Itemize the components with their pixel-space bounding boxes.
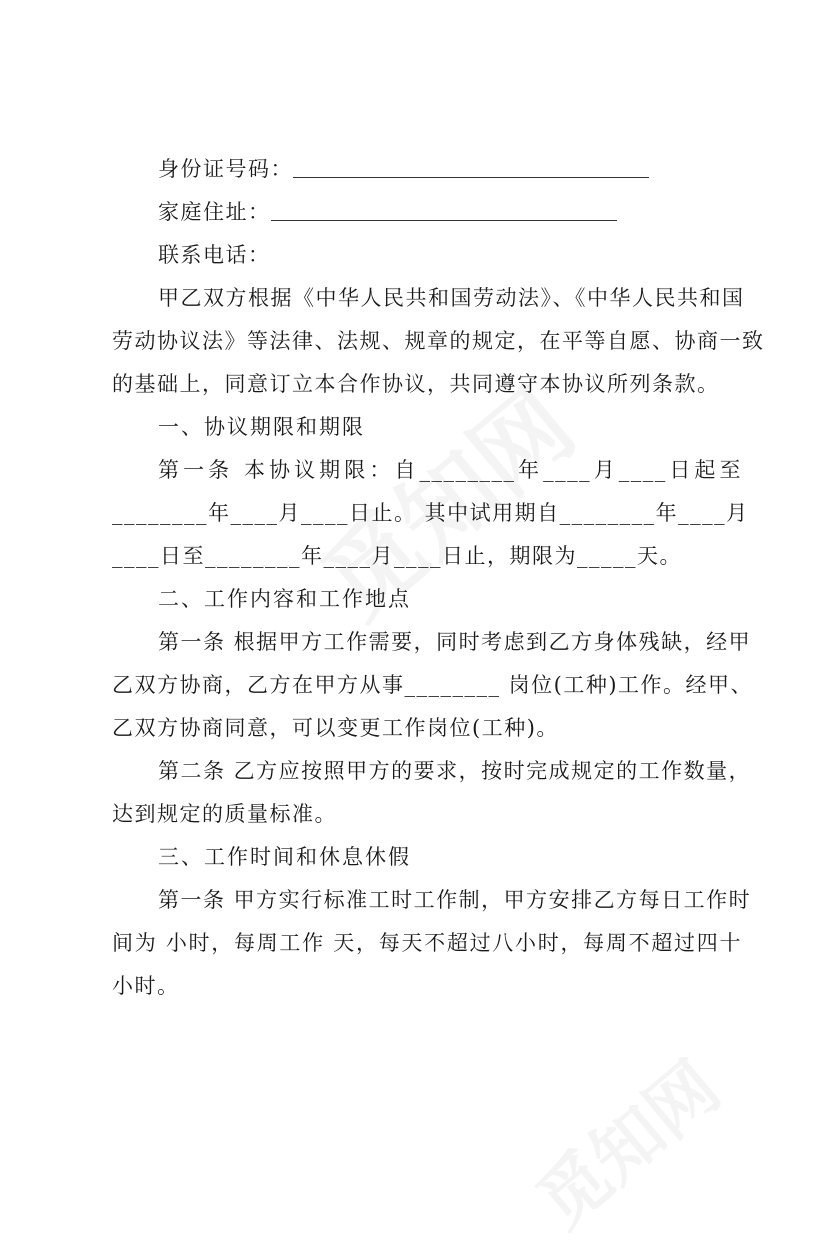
section-3-title: 三、工作时间和休息休假 [158,845,411,869]
section-1-line-3: ____日至________年____月____日止，期限为_____天。 [112,544,682,568]
address-label: 家庭住址： [158,200,271,224]
section-1-line-1: 第一条 本协议期限：自________年____月____日起至 [158,458,742,482]
section-1-line-2: ________年____月____日止。 其中试用期自________年____月 [112,501,749,525]
section-2-article-1-line-2: 乙双方协商，乙方在甲方从事________ 岗位(工种)工作。经甲、 [112,673,754,697]
id-number-label: 身份证号码： [158,157,293,181]
section-2-article-1-line-3: 乙双方协商同意，可以变更工作岗位(工种)。 [112,716,559,740]
id-number-blank[interactable] [293,151,649,178]
id-number-row [112,148,742,191]
section-3-article-1-line-2: 间为 小时，每周工作 天，每天不超过八小时，每周不超过四十 [112,931,742,955]
section-1-title: 一、协议期限和期限 [158,415,365,439]
contract-body [112,148,765,1008]
address-row [112,191,742,234]
section-2-title: 二、工作内容和工作地点 [158,587,411,611]
watermark-logo-bottom [512,1034,738,1246]
section-2-article-2-line-2: 达到规定的质量标准。 [112,802,337,826]
phone-label: 联系电话： [158,243,271,267]
intro-line-2: 劳动协议法》等法律、法规、规章的规定，在平等自愿、协商一致 [112,329,765,353]
section-3-article-1-line-3: 小时。 [112,974,180,998]
section-3-article-1-line-1: 第一条 甲方实行标准工时工作制，甲方安排乙方每日工作时 [158,888,752,912]
intro-line-3: 的基础上，同意订立本合作协议，共同遵守本协议所列条款。 [112,372,720,396]
section-2-article-2-line-1: 第二条 乙方应按照甲方的要求，按时完成规定的工作数量， [158,759,752,783]
section-2-article-1-line-1: 第一条 根据甲方工作需要，同时考虑到乙方身体残缺，经甲 [158,630,752,654]
phone-row [112,234,742,277]
intro-line-1: 甲乙双方根据《中华人民共和国劳动法》、《中华人民共和国 [158,286,745,310]
address-blank[interactable] [271,194,617,221]
